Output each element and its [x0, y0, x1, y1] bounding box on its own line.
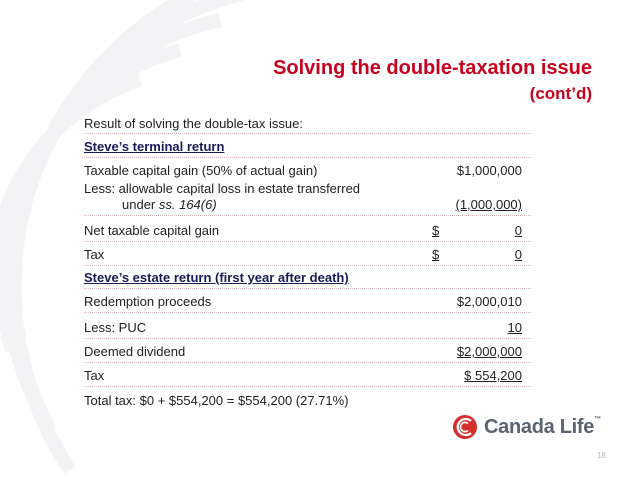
tax-label-terminal: Tax [84, 247, 105, 262]
net-taxable-gain-value [432, 223, 522, 239]
divider [84, 288, 531, 289]
tax-value-estate: $ 554,200 [464, 368, 522, 383]
slide-title: Solving the double-taxation issue [273, 57, 592, 79]
section-heading-estate-return: Steve’s estate return (first year after death) [84, 270, 349, 285]
intro-text: Result of solving the double-tax issue: [84, 116, 303, 131]
net-taxable-gain-currency: $ [432, 223, 440, 238]
page-number: 18 [597, 451, 606, 460]
tax-terminal-amount: 0 [514, 247, 522, 262]
redemption-proceeds-label: Redemption proceeds [84, 294, 212, 309]
deemed-dividend-value: $2,000,000 [456, 344, 522, 359]
tax-value-terminal [432, 247, 522, 263]
tax-terminal-currency: $ [432, 247, 440, 262]
taxable-capital-gain-value: $1,000,000 [456, 163, 522, 178]
allowable-loss-reference [122, 197, 217, 213]
divider [84, 241, 531, 242]
net-taxable-gain-amount: 0 [514, 223, 522, 238]
deemed-dividend-label: Deemed dividend [84, 344, 186, 359]
allowable-loss-label: Less: allowable capital loss in estate transferred [84, 181, 361, 196]
canada-life-swirl-icon [452, 414, 478, 440]
section-heading-terminal-return: Steve’s terminal return [84, 139, 225, 154]
canada-life-logo [452, 414, 601, 440]
divider [84, 312, 531, 313]
trademark-symbol: ™ [594, 415, 601, 423]
divider [84, 265, 531, 266]
divider [84, 215, 531, 216]
section-reference: ss. 164(6) [158, 197, 217, 212]
total-tax-text: Total tax: $0 + $554,200 = $554,200 (27.71%) [84, 393, 349, 408]
divider [84, 338, 531, 339]
divider [84, 362, 531, 363]
taxable-capital-gain-label: Taxable capital gain (50% of actual gain) [84, 163, 318, 178]
canada-life-wordmark [484, 416, 601, 439]
allowable-loss-under-text: under [122, 197, 159, 212]
allowable-loss-value: (1,000,000) [455, 197, 522, 212]
net-taxable-gain-label: Net taxable capital gain [84, 223, 220, 238]
tax-label-estate: Tax [84, 368, 105, 383]
slide-subtitle: (cont’d) [529, 84, 592, 103]
divider [84, 133, 531, 134]
puc-value: 10 [507, 320, 522, 335]
divider [84, 386, 531, 387]
redemption-proceeds-value: $2,000,010 [456, 294, 522, 309]
puc-label: Less: PUC [84, 320, 147, 335]
logo-name: Canada Life [484, 415, 595, 438]
divider [84, 157, 531, 158]
